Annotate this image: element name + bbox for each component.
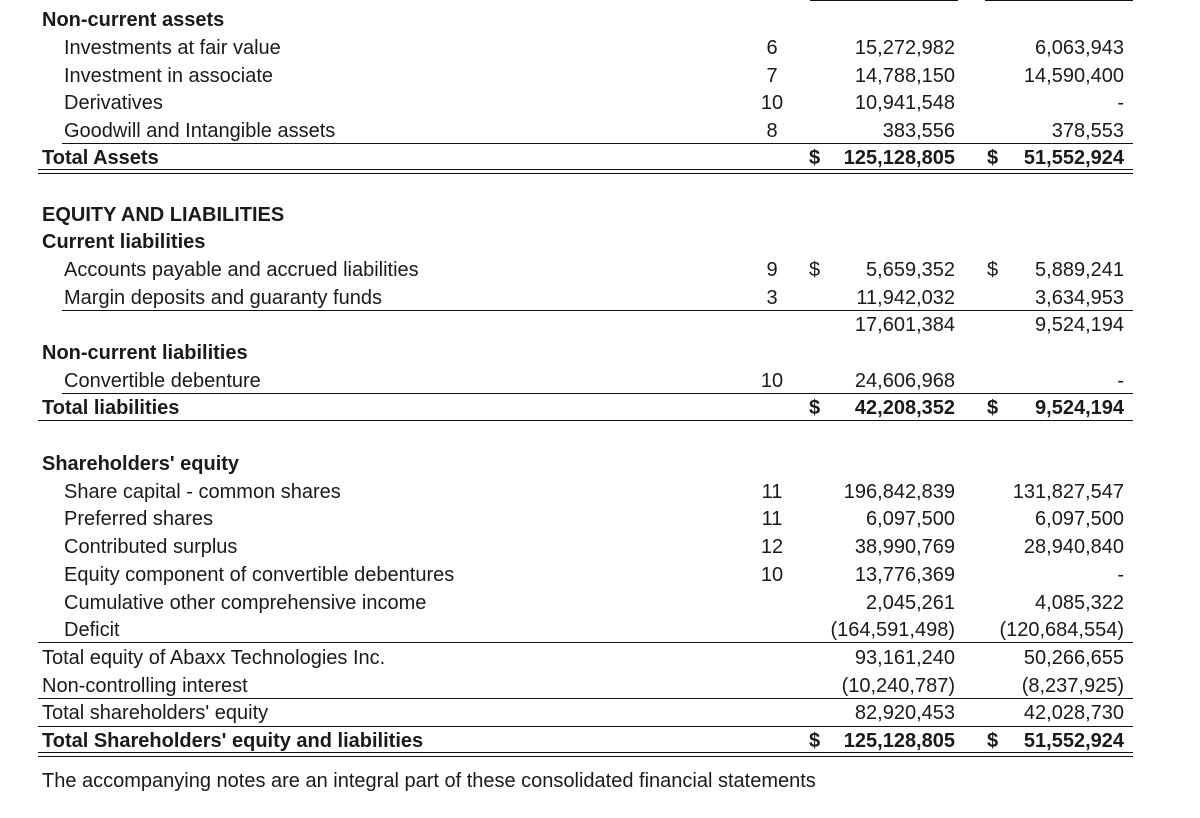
- value-prior-year: 51,552,924: [1023, 147, 1124, 169]
- statement-row: [0, 478, 1200, 506]
- value-prior-year: 51,552,924: [1023, 730, 1124, 752]
- double-rule-line: [38, 169, 1133, 174]
- row-label: Total shareholders' equity: [42, 702, 269, 724]
- value-current-year: 17,601,384: [854, 314, 955, 336]
- value-prior-year: -: [1117, 564, 1124, 586]
- rule-line: [38, 642, 1133, 643]
- value-prior-year: 6,063,943: [1035, 37, 1124, 59]
- value-current-year: 15,272,982: [854, 37, 955, 59]
- statement-row: [0, 228, 1200, 256]
- note-ref: 12: [760, 536, 784, 558]
- value-current-year: 125,128,805: [843, 730, 955, 752]
- row-label: Investments at fair value: [64, 37, 281, 59]
- row-label: Contributed surplus: [64, 536, 238, 558]
- rule-line: [985, 0, 1133, 1]
- statement-row: [0, 644, 1200, 672]
- row-label: Cumulative other comprehensive income: [64, 592, 427, 614]
- rule-line: [62, 393, 1133, 394]
- value-current-year: 42,208,352: [854, 397, 955, 419]
- double-rule-line: [38, 752, 1133, 757]
- value-prior-year: -: [1117, 92, 1124, 114]
- note-ref: 9: [766, 259, 778, 281]
- statement-row: [0, 6, 1200, 34]
- value-prior-year: 131,827,547: [1012, 481, 1124, 503]
- statement-row: [0, 672, 1200, 700]
- row-label: Non-controlling interest: [42, 675, 248, 697]
- value-current-year: 14,788,150: [854, 65, 955, 87]
- value-prior-year: 50,266,655: [1023, 647, 1124, 669]
- value-current-year: 11,942,032: [856, 287, 955, 309]
- statement-row: [0, 367, 1200, 395]
- row-label: Non-current assets: [42, 9, 225, 31]
- row-label: Investment in associate: [64, 65, 273, 87]
- value-current-year: 383,556: [882, 120, 955, 142]
- value-prior-year: 3,634,953: [1035, 287, 1124, 309]
- statement-row: [0, 394, 1200, 422]
- value-current-year: 10,941,548: [854, 92, 955, 114]
- row-label: Non-current liabilities: [42, 342, 248, 364]
- rule-line: [62, 143, 1133, 144]
- row-label: EQUITY AND LIABILITIES: [42, 204, 285, 226]
- row-label: Derivatives: [64, 92, 163, 114]
- value-current-year: (10,240,787): [841, 675, 955, 697]
- note-ref: 11: [761, 508, 783, 530]
- note-ref: 10: [760, 564, 784, 586]
- value-prior-year: 378,553: [1051, 120, 1124, 142]
- value-current-year: 196,842,839: [843, 481, 955, 503]
- row-label: Convertible debenture: [64, 370, 261, 392]
- value-prior-year: (8,237,925): [1021, 675, 1124, 697]
- value-current-year: (164,591,498): [830, 619, 955, 641]
- statement-row: [0, 339, 1200, 367]
- statement-row: [0, 589, 1200, 617]
- currency-symbol: $: [987, 397, 999, 419]
- statement-row: [0, 505, 1200, 533]
- row-label: Preferred shares: [64, 508, 213, 530]
- value-current-year: 38,990,769: [854, 536, 955, 558]
- rule-line: [38, 698, 1133, 699]
- statement-row: [0, 450, 1200, 478]
- value-prior-year: 6,097,500: [1035, 508, 1124, 530]
- row-label: Total Shareholders' equity and liabilities: [42, 730, 424, 752]
- statement-row: [0, 62, 1200, 90]
- value-prior-year: 42,028,730: [1023, 702, 1124, 724]
- value-current-year: 6,097,500: [866, 508, 955, 530]
- value-prior-year: (120,684,554): [999, 619, 1124, 641]
- currency-symbol: $: [987, 259, 999, 281]
- statement-row: [0, 144, 1200, 172]
- note-ref: 6: [766, 37, 778, 59]
- value-prior-year: 28,940,840: [1023, 536, 1124, 558]
- value-prior-year: 5,889,241: [1035, 259, 1124, 281]
- row-label: Share capital - common shares: [64, 481, 341, 503]
- row-label: Shareholders' equity: [42, 453, 240, 475]
- row-label: Total equity of Abaxx Technologies Inc.: [42, 647, 386, 669]
- statement-row: [0, 561, 1200, 589]
- statement-row: [0, 34, 1200, 62]
- note-ref: 11: [761, 481, 783, 503]
- statement-row: [0, 311, 1200, 339]
- note-ref: 7: [766, 65, 778, 87]
- value-current-year: 2,045,261: [866, 592, 955, 614]
- value-prior-year: 14,590,400: [1023, 65, 1124, 87]
- row-label: Accounts payable and accrued liabilities: [64, 259, 419, 281]
- note-ref: 10: [760, 370, 784, 392]
- row-label: Current liabilities: [42, 231, 206, 253]
- statement-row: [0, 616, 1200, 644]
- statement-row: [0, 201, 1200, 229]
- rule-line: [62, 310, 1133, 311]
- statement-row: [0, 256, 1200, 284]
- currency-symbol: $: [809, 147, 821, 169]
- statement-row: [0, 117, 1200, 145]
- currency-symbol: $: [987, 730, 999, 752]
- note-ref: 3: [766, 287, 778, 309]
- value-current-year: 125,128,805: [843, 147, 955, 169]
- currency-symbol: $: [987, 147, 999, 169]
- statement-row: [0, 699, 1200, 727]
- currency-symbol: $: [809, 730, 821, 752]
- footer-note: The accompanying notes are an integral part of these consolidated financial statements: [42, 770, 816, 792]
- rule-line: [38, 726, 1133, 727]
- value-current-year: 5,659,352: [866, 259, 955, 281]
- row-label: Goodwill and Intangible assets: [64, 120, 336, 142]
- rule-line: [810, 0, 958, 1]
- row-label: Deficit: [64, 619, 120, 641]
- row-label: Total liabilities: [42, 397, 180, 419]
- currency-symbol: $: [809, 397, 821, 419]
- value-current-year: 82,920,453: [854, 702, 955, 724]
- row-label: Total Assets: [42, 147, 159, 169]
- value-prior-year: 9,524,194: [1035, 397, 1124, 419]
- value-current-year: 24,606,968: [854, 370, 955, 392]
- statement-row: [0, 89, 1200, 117]
- value-prior-year: 4,085,322: [1035, 592, 1124, 614]
- statement-row: [0, 533, 1200, 561]
- rule-line: [38, 420, 1133, 421]
- row-label: Margin deposits and guaranty funds: [64, 287, 382, 309]
- value-prior-year: -: [1117, 370, 1124, 392]
- note-ref: 8: [766, 120, 778, 142]
- value-current-year: 13,776,369: [854, 564, 955, 586]
- currency-symbol: $: [809, 259, 821, 281]
- value-prior-year: 9,524,194: [1035, 314, 1124, 336]
- note-ref: 10: [760, 92, 784, 114]
- statement-row: [0, 727, 1200, 755]
- statement-row: [0, 284, 1200, 312]
- value-current-year: 93,161,240: [854, 647, 955, 669]
- row-label: Equity component of convertible debentures: [64, 564, 455, 586]
